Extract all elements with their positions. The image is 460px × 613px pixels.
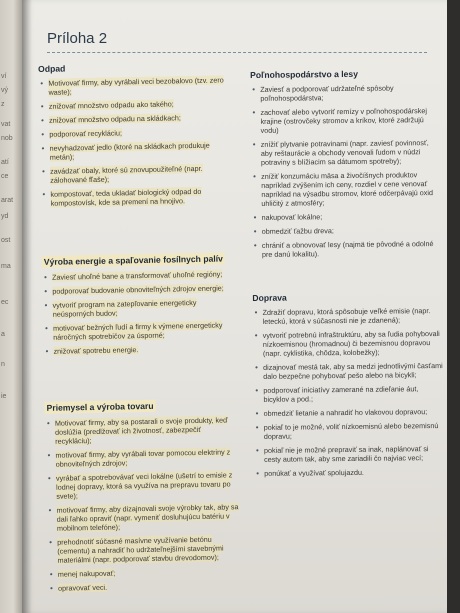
right-column <box>250 68 444 483</box>
section-title: Poľnohospodárstvo a lesy <box>250 68 359 80</box>
section-list <box>45 415 240 593</box>
list-item: • motivovať firmy, aby vyrábali tovar pomocou elektriny z obnoviteľných zdrojov; <box>45 447 237 469</box>
list-item: • Zaviesť a podporovať udržateľné spôsoby poľnohospodárstva; <box>250 83 440 103</box>
list-item: • Motivovať firmy, aby vyrábali veci bezobalovo (tzv. zero waste); <box>38 75 230 97</box>
adjacent-page-fragment: z <box>1 101 5 108</box>
list-item: • nevyhadzovať jedlo (ktoré na skládkach produkuje metán); <box>40 140 232 162</box>
section-polnohospodarstvo <box>250 68 442 259</box>
list-item: • motivovať firmy, aby dizajnovali svoje výrobky tak, aby sa dali ľahko opraviť (napr. vymeniť dosluhujúcu batériu v mobilnom telefóne); <box>46 502 238 533</box>
list-item: • vytvoriť program na zatepľovanie energeticky neúsporných budov; <box>43 297 235 319</box>
section-list <box>42 269 236 356</box>
list-item: • podporovať recykláciu; <box>39 126 231 139</box>
adjacent-page-fragment: ví <box>1 73 7 80</box>
section-list <box>38 75 232 208</box>
section-vyroba-energie <box>42 248 236 356</box>
list-item: • znižovať množstvo odpadu na skládkach; <box>39 112 231 125</box>
section-title: Doprava <box>252 292 287 303</box>
document-page <box>22 0 447 613</box>
list-item: • ponúkať a využívať spolujazdu. <box>254 467 444 478</box>
section-list <box>252 306 444 478</box>
section-title: Priemysel a výroba tovaru <box>44 400 155 414</box>
adjacent-page-fragment: a <box>1 331 5 338</box>
list-item: • nakupovať lokálne; <box>251 211 441 222</box>
list-item: • motivovať bežných ľudí a firmy k výmene energeticky náročných spotrebičov za úsporné; <box>43 320 235 342</box>
adjacent-page-fragment: ost <box>1 237 11 244</box>
adjacent-page-fragment: nob <box>1 135 13 142</box>
list-item: • zavádzať obaly, ktoré sú znovupoužiteľné (napr. zálohované fľaše); <box>40 163 232 185</box>
list-item: • Motivovať firmy, aby sa postarali o svoje produkty, keď doslúžia (predlžovať ich životnosť, zabezpečiť recykláciu); <box>45 415 237 446</box>
spine-shadow <box>22 0 32 613</box>
list-item: • opravovať veci. <box>48 580 240 593</box>
adjacent-page-fragment: vý <box>1 87 8 94</box>
section-title: Výroba energie a spaľovanie fosílnych palív <box>42 252 225 268</box>
list-item: • znížiť plytvanie potravinami (napr. zaviesť povinnosť, aby reštaurácie a obchody venovali ľudom v núdzi potraviny s blížiacim sa dátumom spotreby); <box>251 138 441 167</box>
list-item: • dizajnovať mestá tak, aby sa medzi jednotlivými časťami dalo bezpečne pohybovať pešo alebo na bicykli; <box>253 361 443 381</box>
list-item: • kompostovať, teda ukladať biologický odpad do kompostovísk, kde sa premení na hnojivo. <box>40 186 232 208</box>
adjacent-page-fragment: atí <box>1 159 9 166</box>
list-item: • zachovať alebo vytvoriť remízy v poľnohospodárskej krajine (ostrovčeky stromov a kríkov, ktoré zadržujú vodu) <box>250 106 440 135</box>
list-item: • pokiaľ nie je možné prepraviť sa inak, naplánovať si cesty autom tak, aby sme zariadili čo najviac vecí; <box>254 444 444 464</box>
adjacent-page-fragment: yd <box>1 213 9 220</box>
list-item: • znížiť konzumáciu mäsa a živočíšnych produktov napríklad zvýšením ich ceny, rozdiel v cene venovať napríklad na výsadbu stromov, ktoré odčerpávajú oxid uhličitý z atmosféry; <box>251 170 441 208</box>
adjacent-page-fragment: ce <box>1 173 9 180</box>
section-title: Odpad <box>38 63 66 74</box>
adjacent-page-fragment: ie <box>1 393 7 400</box>
list-item: • prehodnotiť súčasné masívne využívanie betónu (cementu) a nahradiť ho udržateľnejšími stavebnými materiálmi (napr. podporovať stavbu drevodomov); <box>47 534 239 565</box>
adjacent-page-fragment: ma <box>1 263 11 270</box>
adjacent-page-fragment: vat <box>1 121 11 128</box>
list-item: • vytvoriť potrebnú infraštruktúru, aby sa ľudia pohybovali nízkoemisnou (hromadnou) či bezemisnou dopravou (napr. cyklistika, chôdza, kolobežky); <box>253 329 443 358</box>
list-item: • podporovať budovanie obnoviteľných zdrojov energie; <box>42 283 234 296</box>
list-item: • Zdražiť dopravu, ktorá spôsobuje veľké emisie (napr. leteckú, ktorá v súčasnosti nie je zdanená); <box>252 306 442 326</box>
list-item: • Zaviesť uhoľné bane a transformovať uhoľné regióny; <box>42 269 234 282</box>
list-item: • menej nakupovať; <box>48 566 240 579</box>
adjacent-page-fragment: n <box>1 361 5 368</box>
list-item: • pokiaľ to je možné, voliť nízkoemisnú alebo bezemisnú dopravu; <box>254 421 444 441</box>
list-item: • podporovať iniciatívy zamerané na zdieľanie áut, bicyklov a pod.; <box>253 384 443 404</box>
adjacent-page-fragment: arat <box>1 197 14 204</box>
section-doprava <box>252 291 444 478</box>
section-priemysel <box>44 394 240 593</box>
list-item: • znižovať spotrebu energie. <box>43 343 235 356</box>
list-item: • chrániť a obnovovať lesy (najmä tie pôvodné a odolné pre danú lokalitu). <box>252 239 442 259</box>
section-odpad <box>38 60 233 208</box>
list-item: • obmedziť lietanie a nahradiť ho vlakovou dopravou; <box>254 407 444 418</box>
left-column <box>38 60 240 598</box>
adjacent-page-fragment: ec <box>1 299 9 306</box>
title-divider <box>47 52 427 53</box>
list-item: • znižovať množstvo odpadu ako takého; <box>39 98 231 111</box>
list-item: • obmedziť ťažbu dreva; <box>252 225 442 236</box>
section-list <box>250 83 442 259</box>
page-title: Príloha 2 <box>47 30 108 47</box>
list-item: • vyrábať a spotrebovávať veci lokálne (ušetrí to emisie z lodnej dopravy, ktorá sa využíva na prepravu tovaru po svete); <box>46 470 238 501</box>
adjacent-page-edge <box>0 0 22 613</box>
